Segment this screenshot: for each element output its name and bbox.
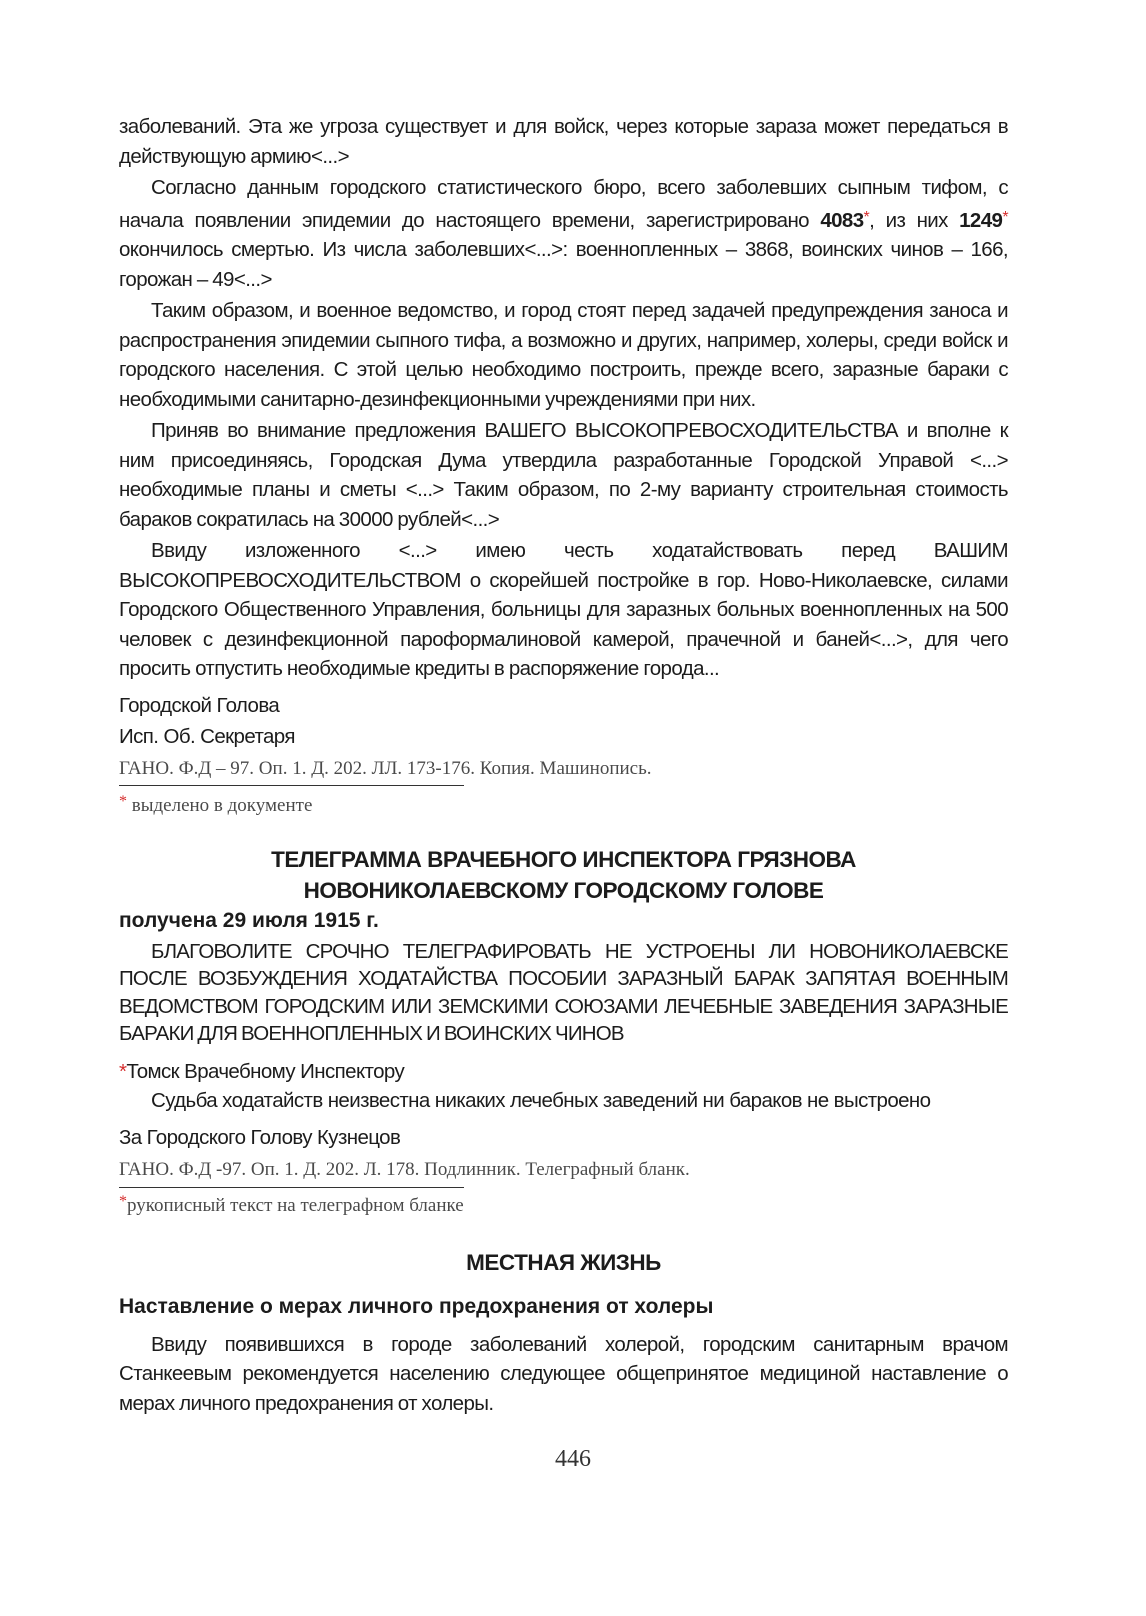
asterisk-marker: * (119, 792, 127, 810)
signature-line: Городской Голова (119, 693, 280, 717)
signature-line: За Городского Голову Кузнецов (119, 1125, 401, 1149)
paragraph-statistics (119, 173, 1008, 294)
text-segment: окончилось смертью. Из числа заболевших<...>: военнопленных – 3868, воинских чинов – 166, горожан – 49<...> (119, 238, 1008, 291)
footnote-divider (119, 785, 464, 786)
asterisk-marker: * (119, 1059, 127, 1083)
text-segment: Согласно данным городского статистического бюро, всего заболевших сыпным тифом, с начала появлении эпидемии до настоящего времени, зарегистрировано (119, 176, 1008, 232)
asterisk-marker: * (119, 1192, 127, 1210)
archive-source: ГАНО. Ф.Д – 97. Оп. 1. Д. 202. ЛЛ. 173-176. Копия. Машинопись. (119, 757, 652, 779)
paragraph: заболеваний. Эта же угроза существует и для войск, через которые зараза может передаться в действующую армию<...> (119, 115, 1008, 168)
footnote (119, 788, 1008, 820)
telegram-text: БЛАГОВОЛИТЕ СРОЧНО ТЕЛЕГРАФИРОВАТЬ НЕ УСТРОЕНЫ ЛИ НОВОНИКОЛАЕВСКЕ ПОСЛЕ ВОЗБУЖДЕНИЯ ХОДАТАЙСТВА ПОСОБИИ ЗАРАЗНЫЙ БАРАК ЗАПЯТАЯ ВОЕННЫМ ВЕДОМСТВОМ ГОРОДСКИМ ИЛИ ЗЕМСКИМИ СОЮЗАМИ ЛЕЧЕБНЫЕ ЗАВЕДЕНИЯ ЗАРАЗНЫЕ БАРАКИ ДЛЯ ВОЕННОПЛЕННЫХ И ВОИНСКИХ ЧИНОВ (119, 939, 1008, 1045)
paragraph: Ввиду появившихся в городе заболеваний холерой, городским санитарным врачом Станкеевым рекомендуется населению следующее общепринятое медициной наставление о мерах личного предохранения от холеры. (119, 1332, 1008, 1415)
paragraph: Приняв во внимание предложения ВАШЕГО ВЫСОКОПРЕВОСХОДИТЕЛЬСТВА и вполне к ним присоединяясь, Городская Дума утвердила разработанные Городской Управой <...> необходимые планы и сметы <...> Таким образом, по 2-му варианту строительная стоимость бараков сократилась на 30000 рублей<...> (119, 419, 1008, 531)
document-title: НОВОНИКОЛАЕВСКОМУ ГОРОДСКОМУ ГОЛОВЕ (303, 877, 824, 903)
text-segment: , из них (869, 208, 960, 232)
archive-source: ГАНО. Ф.Д -97. Оп. 1. Д. 202. Л. 178. Подлинник. Телеграфный бланк. (119, 1158, 690, 1180)
footnote (119, 1188, 1008, 1220)
reply-text: Судьба ходатайств неизвестна никаких лечебных заведений ни бараков не выстроено (151, 1088, 931, 1112)
footnote-text: рукописный текст на телеграфном бланке (127, 1194, 464, 1216)
page-content (119, 112, 1008, 1418)
reply-address-text: Томск Врачебному Инспектору (126, 1059, 405, 1083)
footnote-text: выделено в документе (131, 794, 313, 816)
asterisk-marker: * (863, 208, 870, 226)
page-number: 446 (555, 1446, 591, 1472)
bold-number: 4083 (820, 208, 864, 232)
document-title: ТЕЛЕГРАММА ВРАЧЕБНОГО ИНСПЕКТОРА ГРЯЗНОВА (271, 846, 856, 872)
bold-number: 1249 (959, 208, 1003, 232)
paragraph: Ввиду изложенного <...> имею честь ходатайствовать перед ВАШИМ ВЫСОКОПРЕВОСХОДИТЕЛЬСТВОМ о скорейшей постройке в гор. Ново-Николаевске, силами Городского Общественного Управления, больницы для заразных больных военнопленных на 500 человек с дезинфекционной пароформалиновой камерой, прачечной и баней<...>, для чего просить отпустить необходимые кредиты в распоряжение города... (119, 539, 1008, 680)
asterisk-marker: * (1002, 208, 1008, 226)
section-title: МЕСТНАЯ ЖИЗНЬ (466, 1249, 661, 1275)
signature-line: Исп. Об. Секретаря (119, 724, 295, 748)
paragraph: Таким образом, и военное ведомство, и город стоят перед задачей предупреждения заноса и распространения эпидемии сыпного тифа, а возможно и других, например, холеры, среди войск и городского населения. С этой целью необходимо построить, прежде всего, заразные бараки с необходимыми санитарно-дезинфекционными учреждениями при них. (119, 299, 1008, 411)
received-date: получена 29 июля 1915 г. (119, 908, 379, 932)
reply-address (119, 1057, 1008, 1086)
section-subtitle: Наставление о мерах личного предохранения от холеры (119, 1294, 714, 1318)
